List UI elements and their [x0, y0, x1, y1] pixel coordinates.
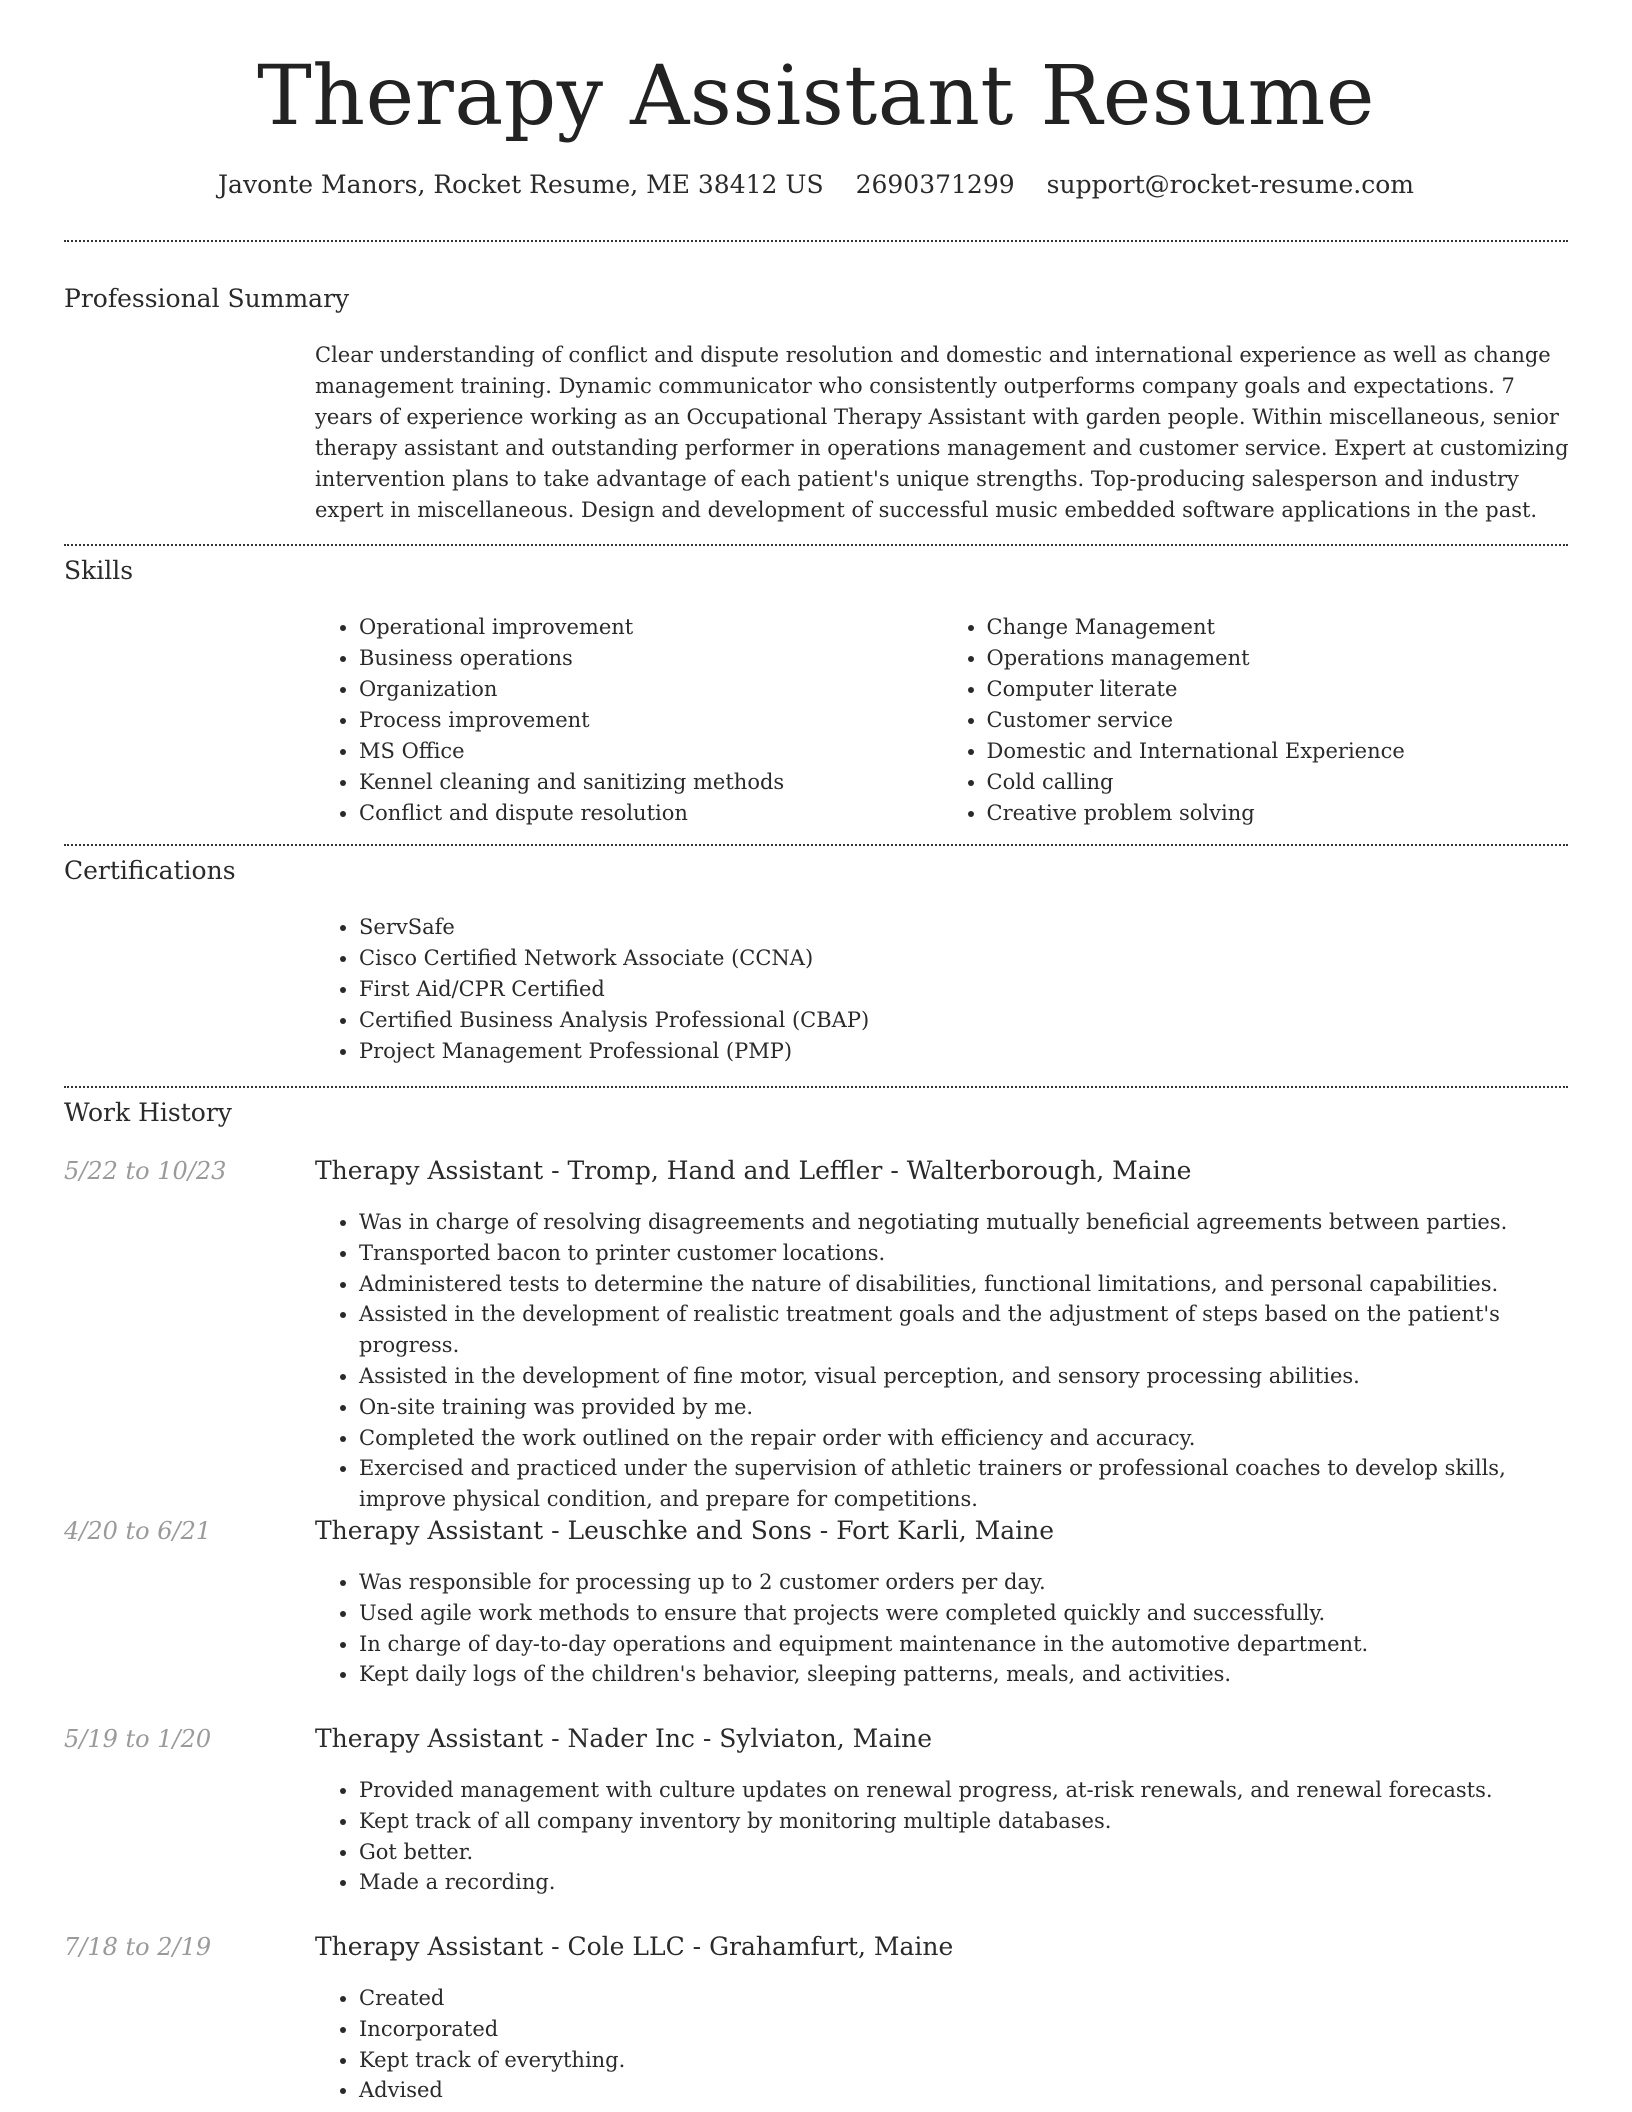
job-bullet: • Incorporated: [359, 2014, 1570, 2045]
job-bullets: [315, 1983, 1570, 2106]
job-bullet: • Assisted in the development of fine motor, visual perception, and sensory processing abilities.: [359, 1361, 1570, 1392]
job-dates: 5/19 to 1/20: [64, 1725, 212, 1753]
job-bullet-list: [315, 1567, 1570, 1690]
skill-item: • Computer literate: [987, 674, 1571, 705]
resume-header: [0, 0, 1632, 199]
skill-item: • Customer service: [987, 705, 1571, 736]
skill-item: • Domestic and International Experience: [987, 736, 1571, 767]
skill-item: • MS Office: [359, 736, 943, 767]
job-bullet: • Exercised and practiced under the supervision of athletic trainers or professional coaches to develop skills, improve physical condition, and prepare for competitions.: [359, 1453, 1570, 1515]
contact-email: support@rocket-resume.com: [1046, 170, 1414, 200]
skills-heading: Skills: [64, 556, 134, 585]
skill-item: • Change Management: [987, 612, 1571, 643]
certifications-heading: Certifications: [64, 856, 236, 885]
contact-phone: 2690371299: [855, 170, 1015, 200]
skill-item: • Operations management: [987, 643, 1571, 674]
job-bullet: • Kept track of everything.: [359, 2045, 1570, 2076]
job-title: Therapy Assistant - Tromp, Hand and Leffler - Walterborough, Maine: [315, 1156, 1192, 1185]
job-bullet: • Administered tests to determine the nature of disabilities, functional limitations, and personal capabilities.: [359, 1269, 1570, 1300]
skill-item: • Process improvement: [359, 705, 943, 736]
divider: [64, 1086, 1568, 1088]
job-dates: 5/22 to 10/23: [64, 1157, 227, 1185]
job-dates: 4/20 to 6/21: [64, 1517, 212, 1545]
skill-item: • Business operations: [359, 643, 943, 674]
divider: [64, 844, 1568, 846]
job-bullets: [315, 1775, 1570, 1898]
job-bullet-list: [315, 1775, 1570, 1898]
job-bullet: • In charge of day-to-day operations and equipment maintenance in the automotive department.: [359, 1629, 1570, 1660]
job-bullet: • Made a recording.: [359, 1867, 1570, 1898]
skill-item: • Cold calling: [987, 767, 1571, 798]
divider: [64, 544, 1568, 546]
job-bullet: • Advised: [359, 2075, 1570, 2106]
certification-item: • ServSafe: [359, 912, 1570, 943]
job-bullets: [315, 1567, 1570, 1690]
job-bullet-list: [315, 1207, 1570, 1515]
skill-item: • Operational improvement: [359, 612, 943, 643]
certification-item: • First Aid/CPR Certified: [359, 974, 1570, 1005]
certifications-list: [315, 912, 1570, 1067]
job-title: Therapy Assistant - Nader Inc - Sylviaton, Maine: [315, 1724, 933, 1753]
job-bullet: • Was responsible for processing up to 2 customer orders per day.: [359, 1567, 1570, 1598]
skills-list-right: [943, 612, 1571, 829]
skill-item: • Conflict and dispute resolution: [359, 798, 943, 829]
skill-item: • Creative problem solving: [987, 798, 1571, 829]
contact-line: [0, 170, 1632, 199]
job-bullet: • Used agile work methods to ensure that projects were completed quickly and successfully.: [359, 1598, 1570, 1629]
job-bullet: • Completed the work outlined on the repair order with efficiency and accuracy.: [359, 1423, 1570, 1454]
job-title: Therapy Assistant - Cole LLC - Grahamfurt, Maine: [315, 1932, 954, 1961]
summary-section: [315, 340, 1570, 526]
certification-item: • Project Management Professional (PMP): [359, 1036, 1570, 1067]
work-heading: Work History: [64, 1098, 232, 1127]
summary-heading: Professional Summary: [64, 284, 350, 313]
resume-title: Therapy Assistant Resume: [257, 49, 1375, 144]
job-bullet: • Kept daily logs of the children's behavior, sleeping patterns, meals, and activities.: [359, 1659, 1570, 1690]
job-bullet: • Got better.: [359, 1837, 1570, 1868]
job-title: Therapy Assistant - Leuschke and Sons - Fort Karli, Maine: [315, 1516, 1054, 1545]
job-bullet: • Kept track of all company inventory by monitoring multiple databases.: [359, 1806, 1570, 1837]
job-bullet: • Provided management with culture updates on renewal progress, at-risk renewals, and renewal forecasts.: [359, 1775, 1570, 1806]
skills-section: [315, 612, 1570, 829]
certification-item: • Certified Business Analysis Professional (CBAP): [359, 1005, 1570, 1036]
divider: [64, 240, 1568, 242]
skill-item: • Kennel cleaning and sanitizing methods: [359, 767, 943, 798]
job-bullet: • Transported bacon to printer customer locations.: [359, 1238, 1570, 1269]
job-bullets: [315, 1207, 1570, 1515]
skills-list-left: [315, 612, 943, 829]
summary-text: Clear understanding of conflict and dispute resolution and domestic and international experience as well as change management training. Dynamic communicator who consistently outperforms company goals and expectations. 7 years of experience working as an Occupational Therapy Assistant with garden people. Within miscellaneous, senior therapy assistant and outstanding performer in operations management and customer service. Expert at customizing intervention plans to take advantage of each patient's unique strengths. Top-producing salesperson and industry expert in miscellaneous. Design and development of successful music embedded software applications in the past.: [315, 343, 1569, 522]
certification-item: • Cisco Certified Network Associate (CCNA): [359, 943, 1570, 974]
job-bullet: • On-site training was provided by me.: [359, 1392, 1570, 1423]
skill-item: • Organization: [359, 674, 943, 705]
job-dates: 7/18 to 2/19: [64, 1933, 212, 1961]
job-bullet: • Assisted in the development of realistic treatment goals and the adjustment of steps based on the patient's progress.: [359, 1299, 1570, 1361]
job-bullet-list: [315, 1983, 1570, 2106]
job-bullet: • Was in charge of resolving disagreements and negotiating mutually beneficial agreements between parties.: [359, 1207, 1570, 1238]
job-bullet: • Created: [359, 1983, 1570, 2014]
contact-address: Javonte Manors, Rocket Resume, ME 38412 US: [218, 170, 824, 200]
certifications-section: [315, 912, 1570, 1067]
